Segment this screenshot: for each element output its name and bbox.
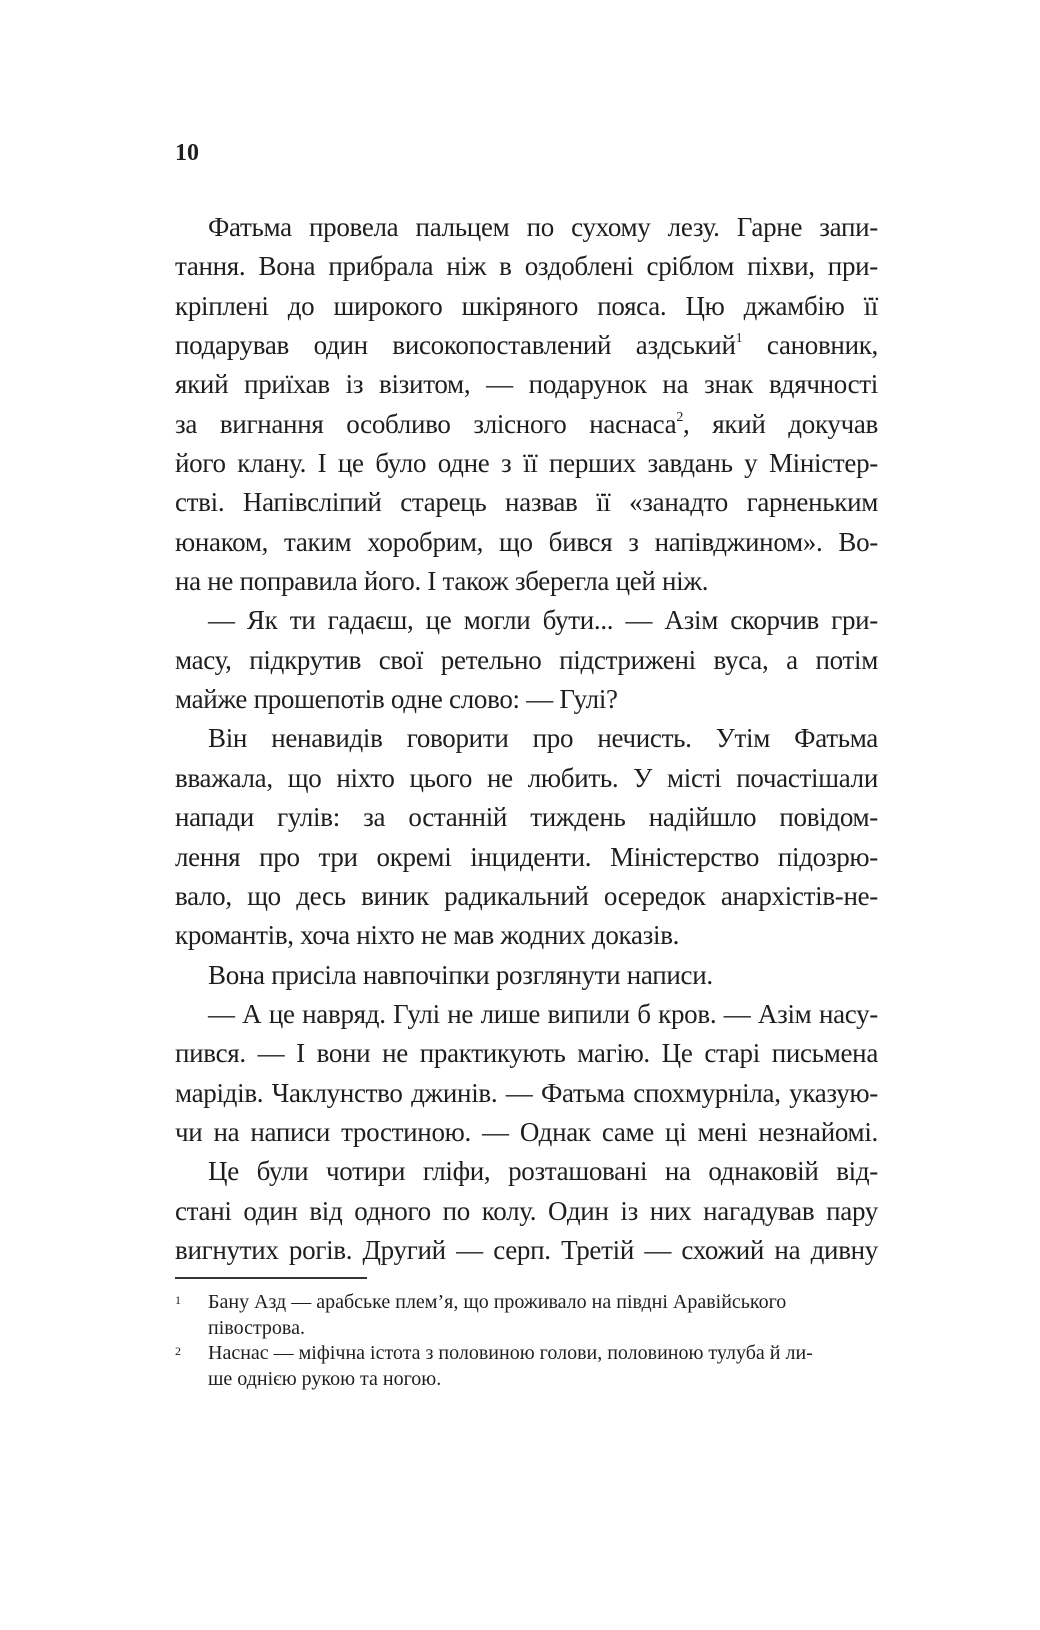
text-segment: , який докучав <box>683 408 878 439</box>
footnote-text: півострова. <box>208 1316 305 1339</box>
text-line <box>175 838 878 877</box>
text-line <box>175 405 878 444</box>
text-line <box>175 1034 878 1073</box>
footnote-divider <box>175 1277 367 1279</box>
body-text <box>175 208 878 1270</box>
text-segment: який приїхав із візитом, — подарунок на знак вдячності <box>175 369 878 400</box>
text-segment: кромантів, хоча ніхто не мав жодних доказів. <box>175 920 680 951</box>
footnote-number: 1 <box>175 1293 181 1307</box>
text-segment: за вигнання особливо злісного наснаса <box>175 408 677 439</box>
text-segment: напади гулів: за останній тиждень надійшло повідом- <box>175 802 878 833</box>
text-segment: масу, підкрутив свої ретельно підстрижені вуса, а потім <box>175 644 878 675</box>
text-segment: чи на написи тростиною. — Однак саме ці мені незнайомі. <box>175 1116 878 1147</box>
text-line <box>175 759 878 798</box>
footnote-marker: 1 <box>735 331 743 347</box>
text-line <box>175 1152 878 1191</box>
text-line <box>175 365 878 404</box>
text-line <box>175 798 878 837</box>
text-segment: вигнутих рогів. Другий — серп. Третій — схожий на дивну <box>175 1234 878 1265</box>
text-segment: Це були чотири гліфи, розташовані на однаковій від- <box>208 1156 878 1187</box>
text-segment: вало, що десь виник радикальний осередок анархістів-не- <box>175 880 878 911</box>
text-line <box>175 719 878 758</box>
text-segment: марідів. Чаклунство джинів. — Фатьма спохмурніла, указую- <box>175 1077 878 1108</box>
text-segment: Він ненавидів говорити про нечисть. Утім Фатьма <box>208 723 878 754</box>
text-line <box>175 1231 878 1270</box>
text-segment: — А це навряд. Гулі не лише випили б кров. — Азім насу- <box>208 998 878 1029</box>
text-segment: стві. Напівсліпий старець назвав її «занадто гарненьким <box>175 487 878 518</box>
text-segment: на не поправила його. І також зберегла цей ніж. <box>175 566 709 597</box>
text-segment: пився. — І вони не практикують магію. Це старі письмена <box>175 1038 878 1069</box>
footnote-text: Бану Азд — арабське плем’я, що проживало на півдні Аравійського <box>208 1291 787 1313</box>
footnote-number: 2 <box>175 1344 181 1358</box>
text-segment: Вона присіла навпочіпки розглянути написи. <box>208 959 713 990</box>
text-segment: сановник, <box>742 330 878 361</box>
text-line <box>175 326 878 365</box>
text-segment: юнаком, таким хоробрим, що бився з напівджином». Во- <box>175 526 878 557</box>
text-line <box>175 483 878 522</box>
text-line <box>175 208 878 247</box>
text-line <box>175 562 878 601</box>
footnote <box>175 1341 878 1392</box>
text-segment: вважала, що ніхто цього не любить. У місті почастішали <box>175 762 878 793</box>
text-line <box>175 641 878 680</box>
text-line <box>175 523 878 562</box>
text-line <box>175 1074 878 1113</box>
text-line <box>175 1113 878 1152</box>
text-line <box>175 916 878 955</box>
text-segment: майже прошепотів одне слово: — Гулі? <box>175 684 618 715</box>
text-line <box>175 287 878 326</box>
text-line <box>175 680 878 719</box>
text-segment: його клану. І це було одне з її перших завдань у Міністер- <box>175 448 878 479</box>
text-line <box>175 444 878 483</box>
text-line <box>175 877 878 916</box>
text-line <box>175 1192 878 1231</box>
text-segment: — Як ти гадаєш, це могли бути... — Азім скорчив гри- <box>208 605 878 636</box>
text-segment: лення про три окремі інциденти. Міністерство підозрю- <box>175 841 878 872</box>
text-segment: подарував один високопоставлений аздський <box>175 330 736 361</box>
text-line <box>175 956 878 995</box>
text-segment: тання. Вона прибрала ніж в оздоблені сріблом піхви, при- <box>175 251 878 282</box>
text-line <box>175 601 878 640</box>
footnote-marker: 2 <box>676 409 684 425</box>
text-segment: стані один від одного по колу. Один із них нагадував пару <box>175 1195 878 1226</box>
footnote-text: Наснас — міфічна істота з половиною голови, половиною тулуба й ли- <box>208 1342 813 1364</box>
text-line <box>175 247 878 286</box>
footnote <box>175 1290 878 1341</box>
text-segment: Фатьма провела пальцем по сухому лезу. Гарне запи- <box>208 212 878 242</box>
text-line <box>175 995 878 1034</box>
footnotes <box>175 1290 878 1392</box>
footnote-text: ше однією рукою та ногою. <box>208 1367 442 1390</box>
text-segment: кріплені до широкого шкіряного пояса. Цю джамбію її <box>175 290 878 321</box>
page-number: 10 <box>175 140 199 166</box>
